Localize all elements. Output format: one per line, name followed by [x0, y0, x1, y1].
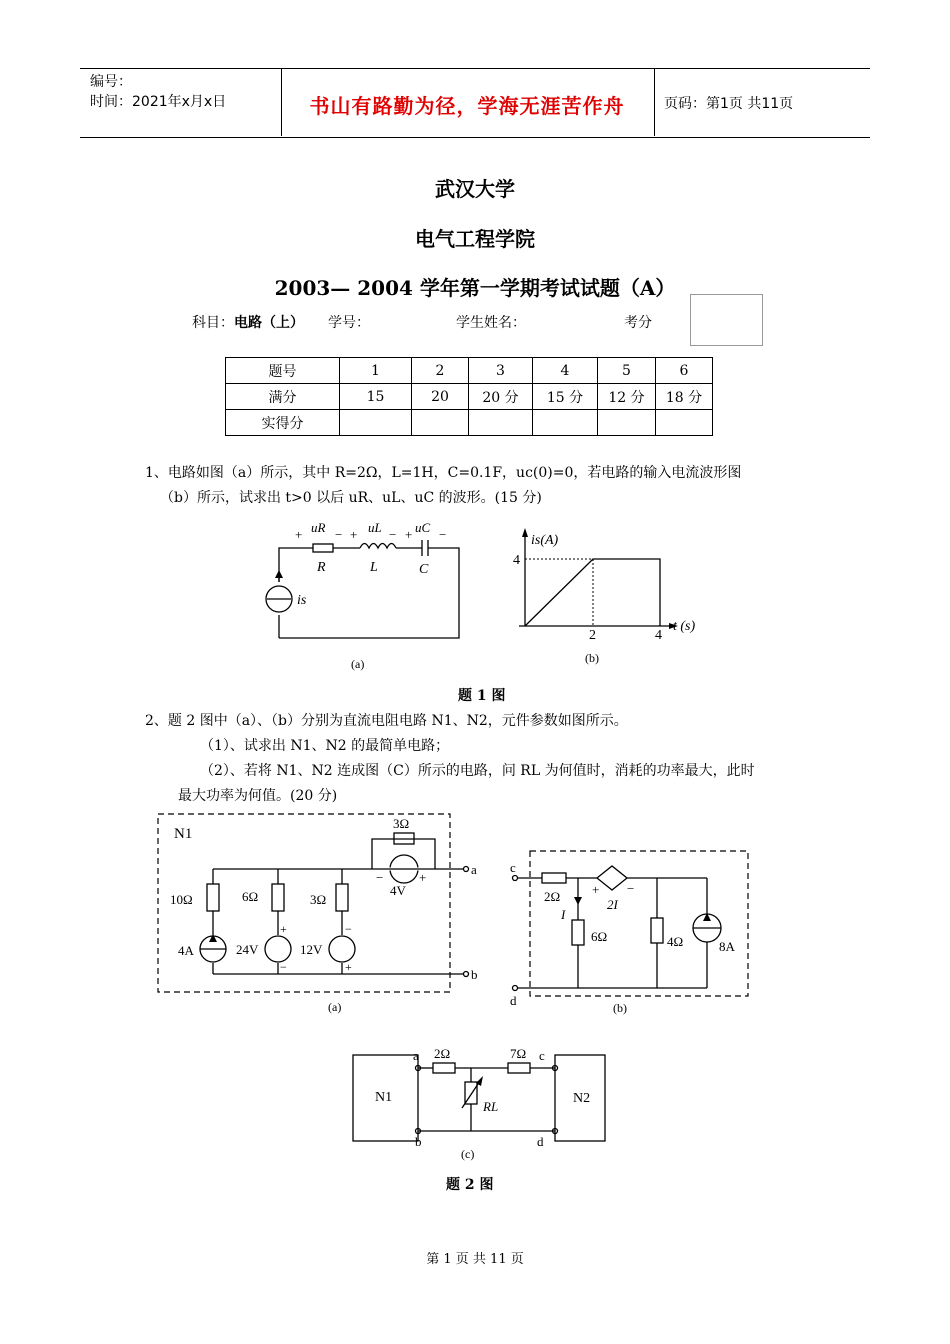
r3top-label: 3Ω: [393, 816, 410, 831]
r7-label: 7Ω: [510, 1046, 527, 1061]
subject-value: 电路（上）: [234, 315, 304, 331]
table-cell: 满分: [226, 384, 340, 410]
label-uR: uR: [311, 520, 326, 535]
x-tick: 2: [589, 628, 596, 643]
table-cell: 15: [340, 384, 412, 410]
table-cell: 5: [598, 358, 656, 384]
q2-caption: 题 2 图: [446, 1177, 494, 1193]
subject-label: 科目：: [192, 315, 234, 331]
table-cell: 20: [412, 384, 469, 410]
table-cell: 6: [656, 358, 713, 384]
minus-sign: −: [345, 922, 352, 936]
q2-circuit-a: [150, 808, 490, 1023]
q2-circuit-c: [345, 1045, 615, 1170]
subject-field: [192, 312, 304, 332]
q1-line2: （b）所示，试求出 t>0 以后 uR、uL、uC 的波形。(15 分): [160, 490, 542, 506]
terminal-a: a: [471, 862, 477, 877]
q1-waveform-b: [505, 525, 710, 670]
score-table: [225, 357, 713, 436]
r6-label: 6Ω: [242, 889, 259, 904]
score-box[interactable]: [690, 294, 763, 346]
q2-circuit-b: [505, 845, 760, 1020]
plus-sign: +: [405, 527, 413, 542]
table-cell: 2: [412, 358, 469, 384]
number-label: 编号：: [90, 74, 132, 90]
table-cell: 1: [340, 358, 412, 384]
table-cell: 4: [533, 358, 598, 384]
q2-line3: （2）、若将 N1、N2 连成图（C）所示的电路，问 RL 为何值时，消耗的功率最大，此时: [200, 763, 755, 779]
n2-block-label: N2: [573, 1091, 591, 1106]
label-is: is: [297, 593, 307, 608]
q1-line1: 1、电路如图（a）所示，其中 R=2Ω，L=1H，C=0.1F，uc(0)=0，若电路的输入电流波形图: [145, 465, 742, 481]
terminal-d: d: [510, 993, 517, 1008]
minus-sign: −: [439, 527, 447, 542]
table-cell: 实得分: [226, 410, 340, 436]
student-name-label: 学生姓名：: [456, 315, 526, 331]
terminal-a: a: [413, 1048, 419, 1063]
header-motto: 书山有路勤为径，学海无涯苦作舟: [309, 94, 625, 118]
q1-caption: 题 1 图: [458, 688, 506, 704]
table-row: [226, 358, 713, 384]
university-title: 武汉大学: [435, 177, 515, 201]
header-divider: [654, 68, 655, 136]
terminal-c: c: [510, 860, 516, 875]
table-cell: 3: [469, 358, 533, 384]
exam-title: 2003— 2004 学年第一学期考试试题（A）: [274, 276, 676, 300]
r6-label: 6Ω: [591, 929, 608, 944]
label-uC: uC: [415, 520, 431, 535]
minus-sign: −: [389, 527, 397, 542]
score-input-cell[interactable]: [469, 410, 533, 436]
table-row: [226, 384, 713, 410]
n1-block-label: N1: [375, 1090, 393, 1105]
a8-label: 8A: [719, 939, 735, 954]
minus-sign: −: [335, 527, 343, 542]
dep-source-label: 2I: [607, 897, 618, 912]
terminal-b: b: [471, 967, 478, 982]
table-cell: 15 分: [533, 384, 598, 410]
label-R: R: [317, 560, 326, 575]
label-L: L: [370, 560, 378, 575]
r2-label: 2Ω: [544, 889, 561, 904]
fig-caption: (a): [328, 1000, 342, 1014]
plus-sign: +: [295, 527, 303, 542]
y-tick: 4: [513, 553, 520, 568]
page-footer: 第 1 页 共 11 页: [426, 1252, 524, 1267]
q2-line1: 2、题 2 图中（a）、（b）分别为直流电阻电路 N1、N2，元件参数如图所示。: [145, 713, 628, 729]
score-input-cell[interactable]: [340, 410, 412, 436]
table-cell: 题号: [226, 358, 340, 384]
student-id-label: 学号：: [328, 315, 370, 331]
label-C: C: [419, 562, 429, 577]
x-tick: 4: [655, 628, 662, 643]
q1-circuit-a: [255, 515, 475, 675]
axis-label-y: is(A): [531, 533, 559, 548]
score-input-cell[interactable]: [598, 410, 656, 436]
v4-label: 4V: [390, 883, 406, 898]
r4-label: 4Ω: [667, 934, 684, 949]
q2-line2: （1）、试求出 N1、N2 的最简单电路；: [200, 738, 450, 754]
college-title: 电气工程学院: [415, 227, 535, 251]
minus-sign: −: [376, 870, 384, 885]
r3-label: 3Ω: [310, 892, 327, 907]
plus-sign: +: [280, 922, 287, 936]
table-cell: 18 分: [656, 384, 713, 410]
score-input-cell[interactable]: [656, 410, 713, 436]
minus-sign: −: [280, 960, 287, 974]
terminal-b: b: [415, 1134, 422, 1149]
plus-sign: +: [592, 882, 600, 897]
plus-sign: +: [350, 527, 358, 542]
header-meta: [90, 72, 226, 112]
page-code: 页码：第1页 共11页: [664, 96, 794, 112]
r10-label: 10Ω: [170, 892, 193, 907]
score-input-cell[interactable]: [533, 410, 598, 436]
a4-label: 4A: [178, 943, 194, 958]
axis-label-x: t (s): [673, 619, 696, 634]
fig-caption: (b): [585, 651, 599, 665]
label-uL: uL: [368, 520, 382, 535]
fig-caption: (b): [613, 1001, 627, 1015]
table-cell: 12 分: [598, 384, 656, 410]
time-label: 时间：2021年x月x日: [90, 94, 227, 110]
rl-label: RL: [483, 1099, 499, 1114]
terminal-d: d: [537, 1134, 544, 1149]
fig-caption: (c): [461, 1147, 475, 1161]
v12-label: 12V: [300, 942, 323, 957]
table-row: [226, 410, 713, 436]
fig-caption: (a): [351, 657, 365, 671]
table-cell: 20 分: [469, 384, 533, 410]
n1-label: N1: [174, 826, 193, 842]
v24-label: 24V: [236, 942, 259, 957]
plus-sign: +: [419, 870, 427, 885]
score-input-cell[interactable]: [412, 410, 469, 436]
current-label: I: [561, 907, 566, 922]
score-label: 考分: [624, 315, 652, 331]
minus-sign: −: [627, 881, 635, 896]
plus-sign: +: [345, 960, 352, 974]
q2-line4: 最大功率为何值。(20 分): [178, 788, 338, 804]
terminal-c: c: [539, 1048, 545, 1063]
r2-label: 2Ω: [434, 1046, 451, 1061]
